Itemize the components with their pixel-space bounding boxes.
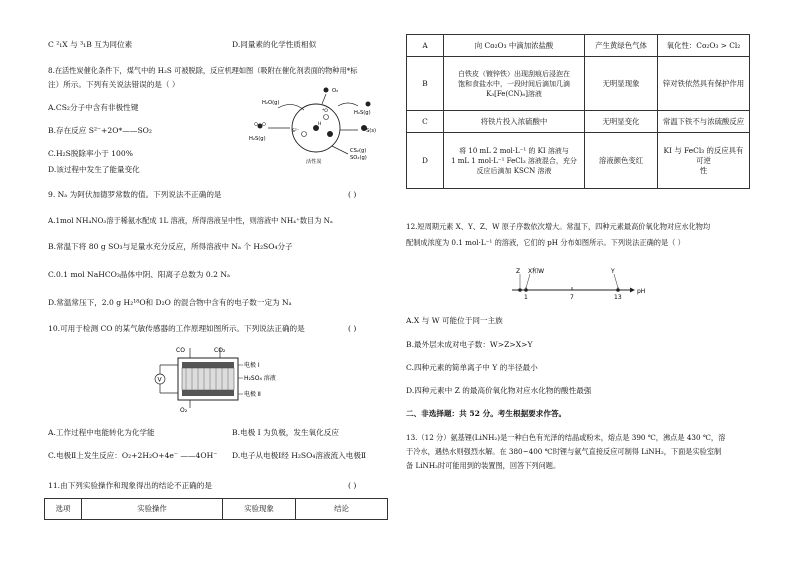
q10-stem: 10.可用于检测 CO 的某气敏传感器的工作原理如图所示。下列说法正确的是 bbox=[48, 324, 305, 333]
label-s-solid: S(s) bbox=[366, 128, 377, 134]
row-d-concl-line2: 性 bbox=[699, 165, 708, 175]
row-c-option: C bbox=[407, 111, 444, 133]
row-b-operation bbox=[444, 57, 585, 111]
ph-tick-1: 1 bbox=[524, 294, 528, 301]
ph-label-z: Z bbox=[516, 268, 521, 275]
label-co2: CO₂ bbox=[214, 347, 226, 354]
ph-tick-7: 7 bbox=[570, 294, 574, 301]
label-h-star: H bbox=[318, 122, 322, 127]
row-a-conclusion: 氧化性：Co₂O₃ > Cl₂ bbox=[658, 35, 750, 57]
q11-answer-paren: ( ) bbox=[348, 481, 357, 490]
q12-option-d: D.四种元素中 Z 的最高价氧化物对应水化物的酸性最强 bbox=[406, 386, 592, 395]
q13-line2: 于冷水，遇热水则强烈水解。在 380~400 ℃时锂与氨气直接反应可制得 LiNH₂，下面是实验室制 bbox=[406, 447, 722, 456]
q8-option-d: D.该过程中发生了能量变化 bbox=[48, 165, 140, 174]
ph-label-y: Y bbox=[611, 268, 615, 275]
q12-stem-line1: 12.短周期元素 X、Y、Z、W 原子序数依次增大。常温下，四种元素最高价氧化物对应水化物均 bbox=[406, 222, 711, 231]
table-row bbox=[407, 133, 750, 189]
q9-option-c: C.0.1 mol NaHCO₃晶体中阴、阳离子总数为 0.2 Nₐ bbox=[48, 270, 230, 279]
q11-header-table bbox=[44, 498, 388, 520]
label-h2s-g-right: H₂S(g) bbox=[354, 110, 371, 116]
q7-option-c: C ²₁X 与 ³₁B 互为同位素 bbox=[48, 40, 133, 49]
row-d-op-line1: 将 10 mL 2 mol·L⁻¹ 的 KI 溶液与 bbox=[459, 146, 569, 155]
label-co: CO bbox=[176, 347, 185, 354]
section-heading-nonchoice: 二、非选择题：共 52 分。考生根据要求作答。 bbox=[406, 409, 567, 418]
row-d-concl-line1: KI 与 FeCl₃ 的反应具有可逆 bbox=[663, 145, 744, 165]
q8-stem-line2: 注）所示。下列有关说法错误的是（ ） bbox=[48, 80, 180, 89]
voltmeter-label: V bbox=[157, 376, 162, 384]
row-d-operation bbox=[444, 133, 585, 189]
label-o2: O₂ bbox=[332, 88, 339, 94]
q10-option-b: B.电极 Ⅰ 为负极，发生氧化反应 bbox=[232, 428, 339, 437]
row-b-op-line2: 饱和食盐水中，一段时间后滴加几滴 bbox=[458, 79, 570, 88]
q9-option-b: B.常温下将 80 g SO₃与足量水充分反应，所得溶液中 Nₐ 个 H₂SO₄分子 bbox=[48, 242, 293, 251]
table-row bbox=[407, 111, 750, 133]
q10-option-a: A.工作过程中电能转化为化学能 bbox=[48, 428, 155, 437]
row-b-option: B bbox=[407, 57, 444, 111]
label-so2-g: SO₂(g) bbox=[350, 155, 367, 161]
label-o2-sensor: O₂ bbox=[180, 407, 188, 414]
q8-stem-line1: 8.在活性炭催化条件下，煤气中的 H₂S 可被脱除，反应机理如图（吸附在催化剂表面的物种用*标 bbox=[48, 66, 358, 75]
row-d-conclusion bbox=[658, 133, 750, 189]
label-o-star: *O bbox=[322, 109, 328, 114]
ph-distribution-diagram bbox=[504, 266, 654, 306]
row-a-option: A bbox=[407, 35, 444, 57]
table-row bbox=[407, 35, 750, 57]
row-d-phenomenon: 溶液颜色变红 bbox=[585, 133, 658, 189]
label-cs2-g: CS₂(g) bbox=[350, 148, 367, 154]
q7-option-d: D.同量素的化学性质相似 bbox=[232, 40, 317, 49]
label-s2-minus: S²⁻ bbox=[292, 129, 300, 134]
header-conclusion: 结论 bbox=[296, 499, 388, 520]
q8-option-b: B.存在反应 S²⁻+2O*——SO₂ bbox=[48, 126, 152, 135]
q13-line1: 13.（12 分）氨基锂(LiNH₂)是一种白色有光泽的结晶或粉末，熔点是 390 ℃，沸点是 430 ℃，溶 bbox=[406, 433, 726, 442]
row-b-phenomenon: 无明显现象 bbox=[585, 57, 658, 111]
label-electrode-2: 电极 Ⅱ bbox=[244, 391, 261, 398]
row-a-phenomenon: 产生黄绿色气体 bbox=[585, 35, 658, 57]
q9-option-a: A.1mol NH₄NO₃溶于稀氨水配成 1L 溶液，所得溶液呈中性，则溶液中 NH₄⁺数目为 Nₐ bbox=[48, 216, 333, 225]
q10-answer-paren: ( ) bbox=[348, 324, 357, 333]
table-row bbox=[407, 57, 750, 111]
q10-option-c: C.电极Ⅱ上发生反应：O₂+2H₂O+4e⁻ ——4OH⁻ bbox=[48, 451, 218, 460]
q10-option-d: D.电子从电极Ⅰ经 H₂SO₄溶液流入电极Ⅱ bbox=[232, 451, 367, 460]
label-h2o-g: H₂O(g) bbox=[262, 100, 280, 106]
label-h2so4: H₂SO₄ 溶液 bbox=[244, 375, 276, 382]
q12-option-c: C.四种元素的简单离子中 Y 的半径最小 bbox=[406, 363, 538, 372]
q12-option-b: B.最外层未成对电子数：W>Z>X>Y bbox=[406, 340, 533, 349]
row-d-op-line2: 1 mL 1 mol·L⁻¹ FeCl₃ 溶液混合，充分 bbox=[451, 156, 577, 165]
q9-answer-paren: ( ) bbox=[348, 190, 357, 199]
label-electrode-1: 电极 Ⅰ bbox=[244, 362, 260, 369]
q9-stem: 9. Nₐ 为阿伏加德罗常数的值。下列说法不正确的是 bbox=[48, 190, 222, 199]
q12-stem-line2: 配制成浓度为 0.1 mol·L⁻¹ 的溶液，它们的 pH 分布如图所示。下列说法正确的是（ ） bbox=[406, 238, 685, 247]
row-c-phenomenon: 无明显变化 bbox=[585, 111, 658, 133]
row-c-operation: 将铁片投入浓硫酸中 bbox=[444, 111, 585, 133]
row-d-op-line3: 反应后滴加 KSCN 溶液 bbox=[476, 166, 552, 175]
ph-axis-label: pH bbox=[637, 288, 646, 295]
header-phenomenon: 实验现象 bbox=[223, 499, 296, 520]
co-sensor-diagram bbox=[150, 344, 300, 414]
q8-option-c: C.H₂S脱除率小于 100% bbox=[48, 149, 133, 158]
q8-option-a: A.CS₂分子中含有非极性键 bbox=[48, 103, 139, 112]
header-operation: 实验操作 bbox=[82, 499, 223, 520]
label-catalyst: 活性炭 bbox=[306, 159, 322, 165]
header-option: 选项 bbox=[45, 499, 82, 520]
row-a-operation: 向 Co₂O₃ 中滴加浓盐酸 bbox=[444, 35, 585, 57]
row-b-op-line3: K₃[Fe(CN)₆]溶液 bbox=[486, 89, 542, 98]
q11-stem: 11.由下列实验操作和现象得出的结论不正确的是 bbox=[48, 481, 212, 490]
q11-experiment-table bbox=[406, 34, 750, 189]
h2s-mechanism-diagram bbox=[248, 84, 388, 166]
q12-option-a: A.X 与 W 可能位于同一主族 bbox=[406, 316, 503, 325]
q13-line3: 备 LiNH₂时可能用到的装置图，回答下列问题。 bbox=[406, 461, 561, 470]
row-c-conclusion: 常温下铁不与浓硫酸反应 bbox=[658, 111, 750, 133]
ph-label-x-and-w: X和W bbox=[528, 268, 545, 275]
q9-option-d: D.常温常压下，2.0 g H₂¹⁸O和 D₂O 的混合物中含有的电子数一定为 Nₐ bbox=[48, 298, 292, 307]
label-h2s-g-left: H₂S(g) bbox=[249, 136, 266, 142]
row-d-option: D bbox=[407, 133, 444, 189]
ph-tick-13: 13 bbox=[614, 294, 622, 301]
row-b-op-line1: 白铁皮（镀锌铁）出现刮痕后浸泡在 bbox=[458, 69, 570, 78]
row-b-conclusion: 锌对铁依然具有保护作用 bbox=[658, 57, 750, 111]
